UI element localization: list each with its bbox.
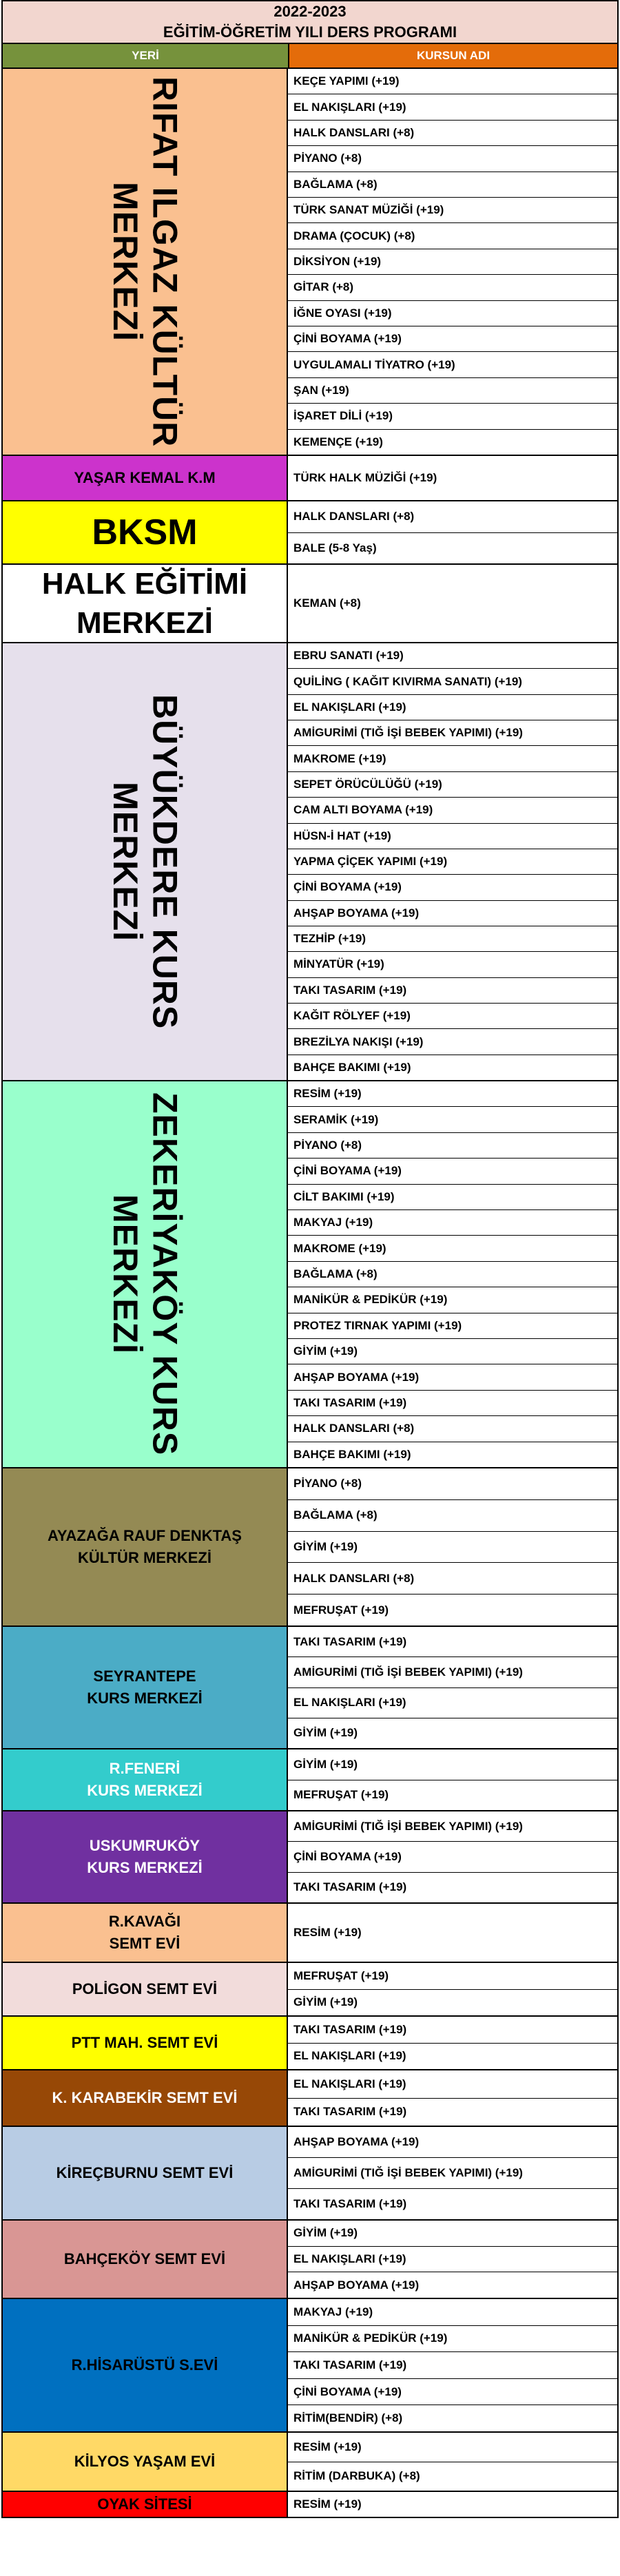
course-item: KAĞIT RÖLYEF (+19) bbox=[288, 1004, 617, 1029]
location-group bbox=[1, 1748, 619, 1810]
location-name: SEYRANTEPE KURS MERKEZİ bbox=[87, 1668, 203, 1707]
course-list bbox=[288, 501, 617, 563]
course-item: DİKSİYON (+19) bbox=[288, 249, 617, 275]
column-header-row bbox=[1, 43, 619, 67]
location-group bbox=[1, 1080, 619, 1467]
location-name: BKSM bbox=[92, 512, 198, 552]
location-cell bbox=[3, 1963, 288, 2015]
course-item: TAKI TASARIM (+19) bbox=[288, 2352, 617, 2379]
course-item: GİYİM (+19) bbox=[288, 1532, 617, 1564]
course-item: TAKI TASARIM (+19) bbox=[293, 2105, 407, 2119]
course-item: İŞARET DİLİ (+19) bbox=[288, 404, 617, 429]
location-cell bbox=[3, 501, 288, 563]
location-name: PTT MAH. SEMT EVİ bbox=[71, 2034, 218, 2052]
location-cell bbox=[3, 69, 288, 455]
location-cell bbox=[3, 1811, 288, 1902]
location-group bbox=[1, 67, 619, 455]
course-item: MİNYATÜR (+19) bbox=[288, 952, 617, 977]
course-item: AMİGURİMİ (TIĞ İŞİ BEBEK YAPIMI) (+19) bbox=[288, 720, 617, 746]
location-name: K. KARABEKİR SEMT EVİ bbox=[52, 2089, 238, 2107]
title-year: 2022-2023 bbox=[273, 3, 347, 20]
course-item: BAHÇE BAKIMI (+19) bbox=[293, 1447, 411, 1461]
location-cell bbox=[3, 2299, 288, 2431]
location-name: KİLYOS YAŞAM EVİ bbox=[74, 2453, 216, 2471]
location-group bbox=[1, 1467, 619, 1625]
location-name: AYAZAĞA RAUF DENKTAŞ KÜLTÜR MERKEZİ bbox=[48, 1527, 242, 1566]
course-list bbox=[288, 2017, 617, 2069]
course-item: BAĞLAMA (+8) bbox=[288, 172, 617, 198]
course-item: EL NAKIŞLARI (+19) bbox=[288, 1688, 617, 1718]
location-cell bbox=[3, 565, 288, 642]
course-item: RESİM (+19) bbox=[293, 2497, 362, 2511]
location-name: R.KAVAĞI SEMT EVİ bbox=[108, 1913, 181, 1952]
course-item: KEÇE YAPIMI (+19) bbox=[288, 69, 617, 94]
course-item: KEMENÇE (+19) bbox=[293, 435, 383, 448]
course-item: RESİM (+19) bbox=[288, 1081, 617, 1107]
location-group bbox=[1, 563, 619, 642]
course-item: GİYİM (+19) bbox=[293, 1726, 358, 1740]
location-cell bbox=[3, 2070, 288, 2126]
course-item: EL NAKIŞLARI (+19) bbox=[288, 2070, 617, 2099]
location-group bbox=[1, 642, 619, 1080]
course-item: QUİLİNG ( KAĞIT KIVIRMA SANATI) (+19) bbox=[288, 669, 617, 694]
course-item: AHŞAP BOYAMA (+19) bbox=[288, 1364, 617, 1390]
course-item: PROTEZ TIRNAK YAPIMI (+19) bbox=[288, 1313, 617, 1339]
course-item: MAKYAJ (+19) bbox=[288, 1210, 617, 1236]
location-cell bbox=[3, 456, 288, 500]
location-group bbox=[1, 2431, 619, 2491]
course-item: HALK DANSLARI (+8) bbox=[288, 501, 617, 533]
course-item: TAKI TASARIM (+19) bbox=[288, 978, 617, 1004]
course-list bbox=[288, 1904, 617, 1962]
course-item: BAĞLAMA (+8) bbox=[288, 1500, 617, 1532]
course-item: HALK DANSLARI (+8) bbox=[288, 1416, 617, 1442]
course-groups bbox=[1, 67, 619, 2518]
location-name: BAHÇEKÖY SEMT EVİ bbox=[63, 2250, 226, 2268]
course-item: MEFRUŞAT (+19) bbox=[293, 1788, 389, 1802]
location-name: YAŞAR KEMAL K.M bbox=[74, 469, 216, 487]
course-list bbox=[288, 2299, 617, 2431]
location-cell bbox=[3, 1904, 288, 1962]
course-item: AHŞAP BOYAMA (+19) bbox=[288, 901, 617, 926]
course-item: GİYİM (+19) bbox=[288, 2221, 617, 2247]
location-group bbox=[1, 1810, 619, 1902]
location-group bbox=[1, 2015, 619, 2069]
course-item: EL NAKIŞLARI (+19) bbox=[288, 695, 617, 720]
location-name: R.HİSARÜSTÜ S.EVİ bbox=[71, 2356, 218, 2374]
course-item: ÇİNİ BOYAMA (+19) bbox=[288, 1159, 617, 1184]
course-item: SERAMİK (+19) bbox=[288, 1107, 617, 1132]
course-item: PİYANO (+8) bbox=[288, 1468, 617, 1500]
course-item: GİYİM (+19) bbox=[288, 1339, 617, 1364]
location-name: OYAK SİTESİ bbox=[97, 2495, 192, 2513]
course-item: EL NAKIŞLARI (+19) bbox=[288, 2247, 617, 2273]
course-item: AMİGURİMİ (TIĞ İŞİ BEBEK YAPIMI) (+19) bbox=[288, 1811, 617, 1842]
course-item: TAKI TASARIM (+19) bbox=[288, 1627, 617, 1657]
location-name: BÜYÜKDERE KURS MERKEZİ bbox=[106, 694, 185, 1030]
course-item: MAKYAJ (+19) bbox=[288, 2299, 617, 2326]
course-item: HALK DANSLARI (+8) bbox=[288, 121, 617, 146]
course-item: MEFRUŞAT (+19) bbox=[288, 1963, 617, 1990]
course-list bbox=[288, 1468, 617, 1625]
course-item: MAKROME (+19) bbox=[288, 1236, 617, 1261]
column-header-course: KURSUN ADI bbox=[289, 44, 617, 67]
course-list bbox=[288, 2070, 617, 2126]
course-item: BAHÇE BAKIMI (+19) bbox=[293, 1060, 411, 1074]
location-group bbox=[1, 1625, 619, 1748]
course-list bbox=[288, 2127, 617, 2219]
course-item: TÜRK HALK MÜZİĞİ (+19) bbox=[293, 471, 437, 484]
course-item: ÇİNİ BOYAMA (+19) bbox=[288, 1842, 617, 1872]
title-program: EĞİTİM-ÖĞRETİM YILI DERS PROGRAMI bbox=[163, 23, 457, 41]
course-list bbox=[288, 2221, 617, 2298]
location-name: KİREÇBURNU SEMT EVİ bbox=[56, 2164, 234, 2182]
location-group bbox=[1, 2298, 619, 2431]
course-item: GİYİM (+19) bbox=[293, 1995, 358, 2009]
course-list bbox=[288, 1811, 617, 1902]
course-item: TEZHİP (+19) bbox=[288, 926, 617, 952]
location-cell bbox=[3, 1468, 288, 1625]
column-header-location: YERİ bbox=[3, 44, 289, 67]
course-item: UYGULAMALI TİYATRO (+19) bbox=[288, 352, 617, 377]
location-name: USKUMRUKÖY KURS MERKEZİ bbox=[87, 1837, 203, 1876]
course-item: AHŞAP BOYAMA (+19) bbox=[293, 2278, 420, 2292]
course-item: GİYİM (+19) bbox=[288, 1749, 617, 1780]
location-name: POLİGON SEMT EVİ bbox=[72, 1980, 218, 1998]
course-list bbox=[288, 1963, 617, 2015]
course-item: RİTİM(BENDİR) (+8) bbox=[293, 2411, 403, 2425]
location-cell bbox=[3, 643, 288, 1080]
course-item: HÜSN-İ HAT (+19) bbox=[288, 824, 617, 849]
course-item: TAKI TASARIM (+19) bbox=[288, 1391, 617, 1416]
course-item: CİLT BAKIMI (+19) bbox=[288, 1185, 617, 1210]
course-item: MEFRUŞAT (+19) bbox=[293, 1603, 389, 1617]
course-item: TÜRK SANAT MÜZİĞİ (+19) bbox=[288, 198, 617, 223]
course-item: YAPMA ÇİÇEK YAPIMI (+19) bbox=[288, 849, 617, 875]
course-item: KEMAN (+8) bbox=[293, 596, 361, 610]
location-cell bbox=[3, 2017, 288, 2069]
location-name: RIFAT ILGAZ KÜLTÜR MERKEZİ bbox=[106, 76, 185, 448]
location-name: ZEKERİYAKÖY KURS MERKEZİ bbox=[106, 1092, 185, 1456]
location-group bbox=[1, 500, 619, 563]
course-item: ŞAN (+19) bbox=[288, 378, 617, 404]
course-item: EL NAKIŞLARI (+19) bbox=[293, 2049, 406, 2063]
location-group bbox=[1, 2219, 619, 2298]
course-item: CAM ALTI BOYAMA (+19) bbox=[288, 798, 617, 823]
course-list bbox=[288, 1627, 617, 1748]
location-group bbox=[1, 1902, 619, 1962]
course-item: PİYANO (+8) bbox=[288, 146, 617, 172]
location-name: R.FENERİ KURS MERKEZİ bbox=[87, 1760, 203, 1799]
location-cell bbox=[3, 2221, 288, 2298]
location-group bbox=[1, 1962, 619, 2015]
course-item: EBRU SANATI (+19) bbox=[288, 643, 617, 669]
course-list bbox=[288, 1749, 617, 1810]
location-group bbox=[1, 2069, 619, 2126]
course-item: TAKI TASARIM (+19) bbox=[288, 2017, 617, 2044]
course-item: BALE (5-8 Yaş) bbox=[293, 541, 377, 554]
course-item: EL NAKIŞLARI (+19) bbox=[288, 94, 617, 120]
course-list bbox=[288, 2492, 617, 2517]
course-item: SEPET ÖRÜCÜLÜĞÜ (+19) bbox=[288, 772, 617, 798]
course-item: ÇİNİ BOYAMA (+19) bbox=[288, 326, 617, 352]
course-list bbox=[288, 565, 617, 642]
course-item: AMİGURİMİ (TIĞ İŞİ BEBEK YAPIMI) (+19) bbox=[288, 2158, 617, 2189]
course-item: HALK DANSLARI (+8) bbox=[288, 1563, 617, 1595]
location-cell bbox=[3, 1749, 288, 1810]
course-item: ÇİNİ BOYAMA (+19) bbox=[288, 875, 617, 900]
location-cell bbox=[3, 2127, 288, 2219]
schedule-sheet bbox=[1, 0, 619, 2518]
course-item: RESİM (+19) bbox=[293, 1926, 362, 1939]
course-item: TAKI TASARIM (+19) bbox=[293, 1880, 407, 1894]
course-item: MANİKÜR & PEDİKÜR (+19) bbox=[288, 1287, 617, 1313]
course-list bbox=[288, 643, 617, 1080]
course-item: MAKROME (+19) bbox=[288, 746, 617, 771]
course-list bbox=[288, 456, 617, 500]
course-item: DRAMA (ÇOCUK) (+8) bbox=[288, 223, 617, 249]
course-list bbox=[288, 69, 617, 455]
course-item: PİYANO (+8) bbox=[288, 1133, 617, 1159]
location-group bbox=[1, 2491, 619, 2518]
course-item: İĞNE OYASI (+19) bbox=[288, 301, 617, 326]
title-block bbox=[1, 0, 619, 43]
location-group bbox=[1, 2126, 619, 2219]
course-item: GİTAR (+8) bbox=[288, 275, 617, 300]
course-list bbox=[288, 2433, 617, 2491]
course-item: BREZİLYA NAKIŞI (+19) bbox=[288, 1029, 617, 1055]
course-item: MANİKÜR & PEDİKÜR (+19) bbox=[288, 2326, 617, 2353]
location-cell bbox=[3, 1081, 288, 1467]
location-group bbox=[1, 455, 619, 500]
course-item: AMİGURİMİ (TIĞ İŞİ BEBEK YAPIMI) (+19) bbox=[288, 1657, 617, 1687]
course-item: ÇİNİ BOYAMA (+19) bbox=[288, 2379, 617, 2406]
course-list bbox=[288, 1081, 617, 1467]
course-item: RİTİM (DARBUKA) (+8) bbox=[293, 2469, 420, 2483]
course-item: AHŞAP BOYAMA (+19) bbox=[288, 2127, 617, 2158]
course-item: TAKI TASARIM (+19) bbox=[293, 2197, 407, 2210]
location-cell bbox=[3, 2492, 288, 2517]
course-item: BAĞLAMA (+8) bbox=[288, 1262, 617, 1287]
location-name: HALK EĞİTİMİ MERKEZİ bbox=[41, 566, 248, 640]
course-item: RESİM (+19) bbox=[288, 2433, 617, 2462]
location-cell bbox=[3, 2433, 288, 2491]
location-cell bbox=[3, 1627, 288, 1748]
